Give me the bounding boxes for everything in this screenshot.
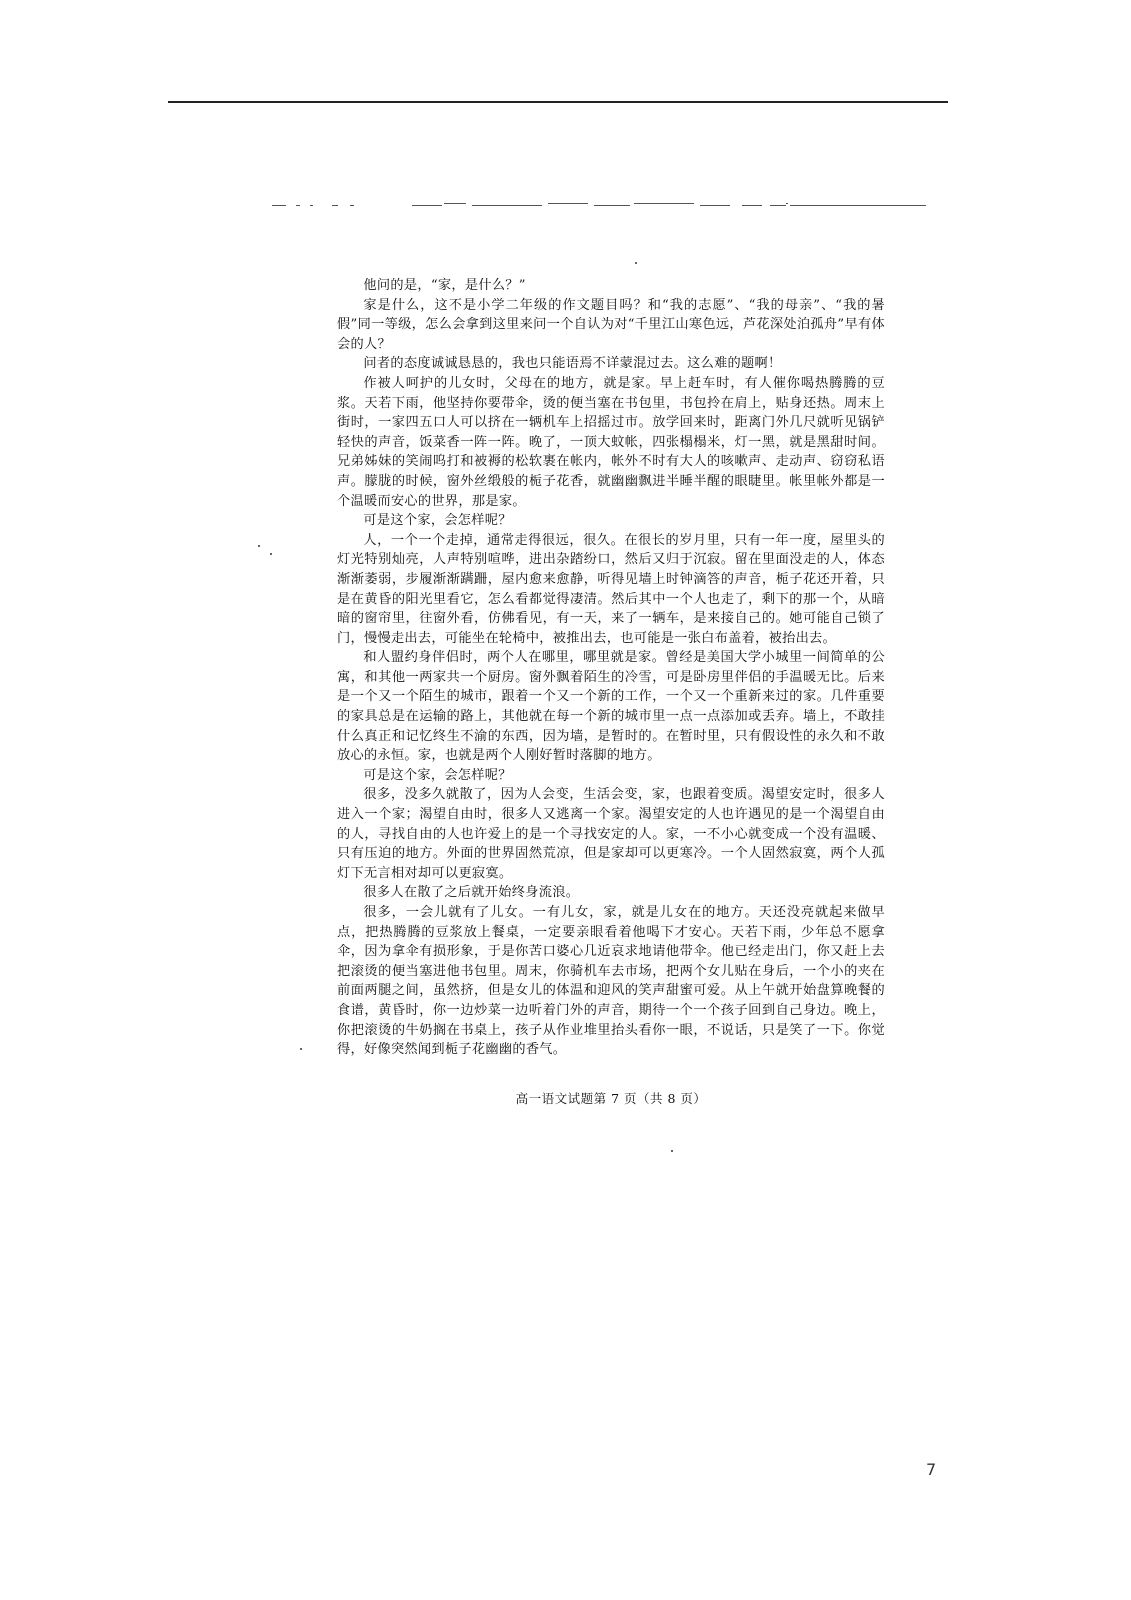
- article-paragraph: 他问的是，“家，是什么？”: [363, 278, 526, 293]
- article-paragraph: 人，一个一个走掉，通常走得很远，很久。在很长的岁月里，只有一年一度，屋里头的灯光特别灿亮，人声特别喧哗，进出杂踏纷口，然后又归于沉寂。留在里面没走的人，体态渐渐萎弱，步履渐渐蹒跚，屋内愈来愈静，听得见墙上时钟滴答的声音，栀子花还开着，只是在黄昏的阳光里看它，怎么看都觉得凄清。然后其中一个人也走了，剩下的那一个，从暗暗的窗帘里，往窗外看，仿佛看见，有一天，来了一辆车，是来接自己的。她可能自己锁了门，慢慢走出去，可能坐在轮椅中，被推出去，也可能是一张白布盖着，被抬出去。: [337, 532, 885, 646]
- page-number: 7: [926, 1460, 937, 1479]
- scan-speck: [671, 1150, 673, 1152]
- article-paragraph: 家是什么，这不是小学二年级的作文题目吗？和“我的志愿”、“我的母亲”、“我的暑假”同一等级，怎么会拿到这里来问一个自认为对“千里江山寒色远，芦花深处泊孤舟”早有体会的人？: [337, 297, 885, 352]
- article-paragraph: 和人盟约身伴侣时，两个人在哪里，哪里就是家。曾经是美国大学小城里一间简单的公寓，和其他一两家共一个厨房。窗外飘着陌生的冷雪，可是卧房里伴侣的手温暖无比。后来是一个又一个陌生的城市，跟着一个又一个新的工作，一个又一个重新来过的家。几件重要的家具总是在运输的路上，其他就在每一个新的城市里一点一点添加或丢弃。墙上，不敢挂什么真正和记忆终生不渝的东西，因为墙，是暂时的。在暂时里，只有假设性的永久和不敢放心的永恒。家，也就是两个人刚好暂时落脚的地方。: [337, 650, 885, 764]
- article-paragraph: 作被人呵护的儿女时，父母在的地方，就是家。早上赶车时，有人催你喝热腾腾的豆浆。天若下雨，他坚持你要带伞，烫的便当塞在书包里，书包拎在肩上，贴身还热。周末上街时，一家四五口人可以挤在一辆机车上招摇过市。放学回来时，距离门外几尺就听见锅铲轻快的声音，饭菜香一阵一阵。晚了，一顶大蚊帐，四张榻榻米，灯一黑，就是黑甜时间。兄弟姊妹的笑闹呜打和被褥的松软裹在帐内，帐外不时有大人的咳嗽声、走动声、窃窃私语声。朦胧的时候，窗外丝缎般的栀子花香，就幽幽飘进半睡半醒的眼睫里。帐里帐外都是一个温暖而安心的世界，那是家。: [337, 375, 885, 509]
- scan-speck: [300, 1048, 302, 1050]
- article-body: [337, 276, 885, 1060]
- top-rule: [168, 101, 948, 103]
- article-paragraph: 很多人在散了之后就开始终身流浪。: [363, 885, 580, 901]
- article-paragraph: 可是这个家，会怎样呢？: [363, 767, 512, 783]
- article-paragraph: 问者的态度诚诚恳恳的，我也只能语焉不详蒙混过去。这么难的题啊！: [363, 356, 782, 372]
- scan-speck: [270, 553, 272, 555]
- exam-page-footer: 高一语文试题第 7 页（共 8 页）: [515, 1091, 707, 1106]
- scan-speck: [258, 545, 260, 547]
- scan-artifact-line: [272, 203, 932, 209]
- article-paragraph: 很多，没多久就散了，因为人会变，生活会变，家，也跟着变质。渴望安定时，很多人进入一个家；渴望自由时，很多人又逃离一个家。渴望安定的人也许遇见的是一个渴望自由的人，寻找自由的人也许爱上的是一个寻找安定的人。家，一不小心就变成一个没有温暖、只有压迫的地方。外面的世界固然荒凉，但是家却可以更寒冷。一个人固然寂寞，两个人孤灯下无言相对却可以更寂寞。: [337, 787, 885, 881]
- article-paragraph: 可是这个家，会怎样呢？: [363, 513, 512, 529]
- scan-speck: [635, 262, 637, 264]
- article-paragraph: 很多，一会儿就有了儿女。一有儿女，家，就是儿女在的地方。天还没亮就起来做早点，把热腾腾的豆浆放上餐桌，一定要亲眼看着他喝下才安心。天若下雨，少年总不愿拿伞，因为拿伞有损形象，于是你苦口婆心几近哀求地请他带伞。他已经走出门，你又赶上去把滚烫的便当塞进他书包里。周末，你骑机车去市场，把两个女儿贴在身后，一个小的夹在前面两腿之间，虽然挤，但是女儿的体温和迎风的笑声甜蜜可爱。从上午就开始盘算晚餐的食谱，黄昏时，你一边炒菜一边听着门外的声音，期待一个一个孩子回到自己身边。晚上，你把滚烫的牛奶搁在书桌上，孩子从作业堆里抬头看你一眼，不说话，只是笑了一下。你觉得，好像突然闻到栀子花幽幽的香气。: [337, 905, 885, 1058]
